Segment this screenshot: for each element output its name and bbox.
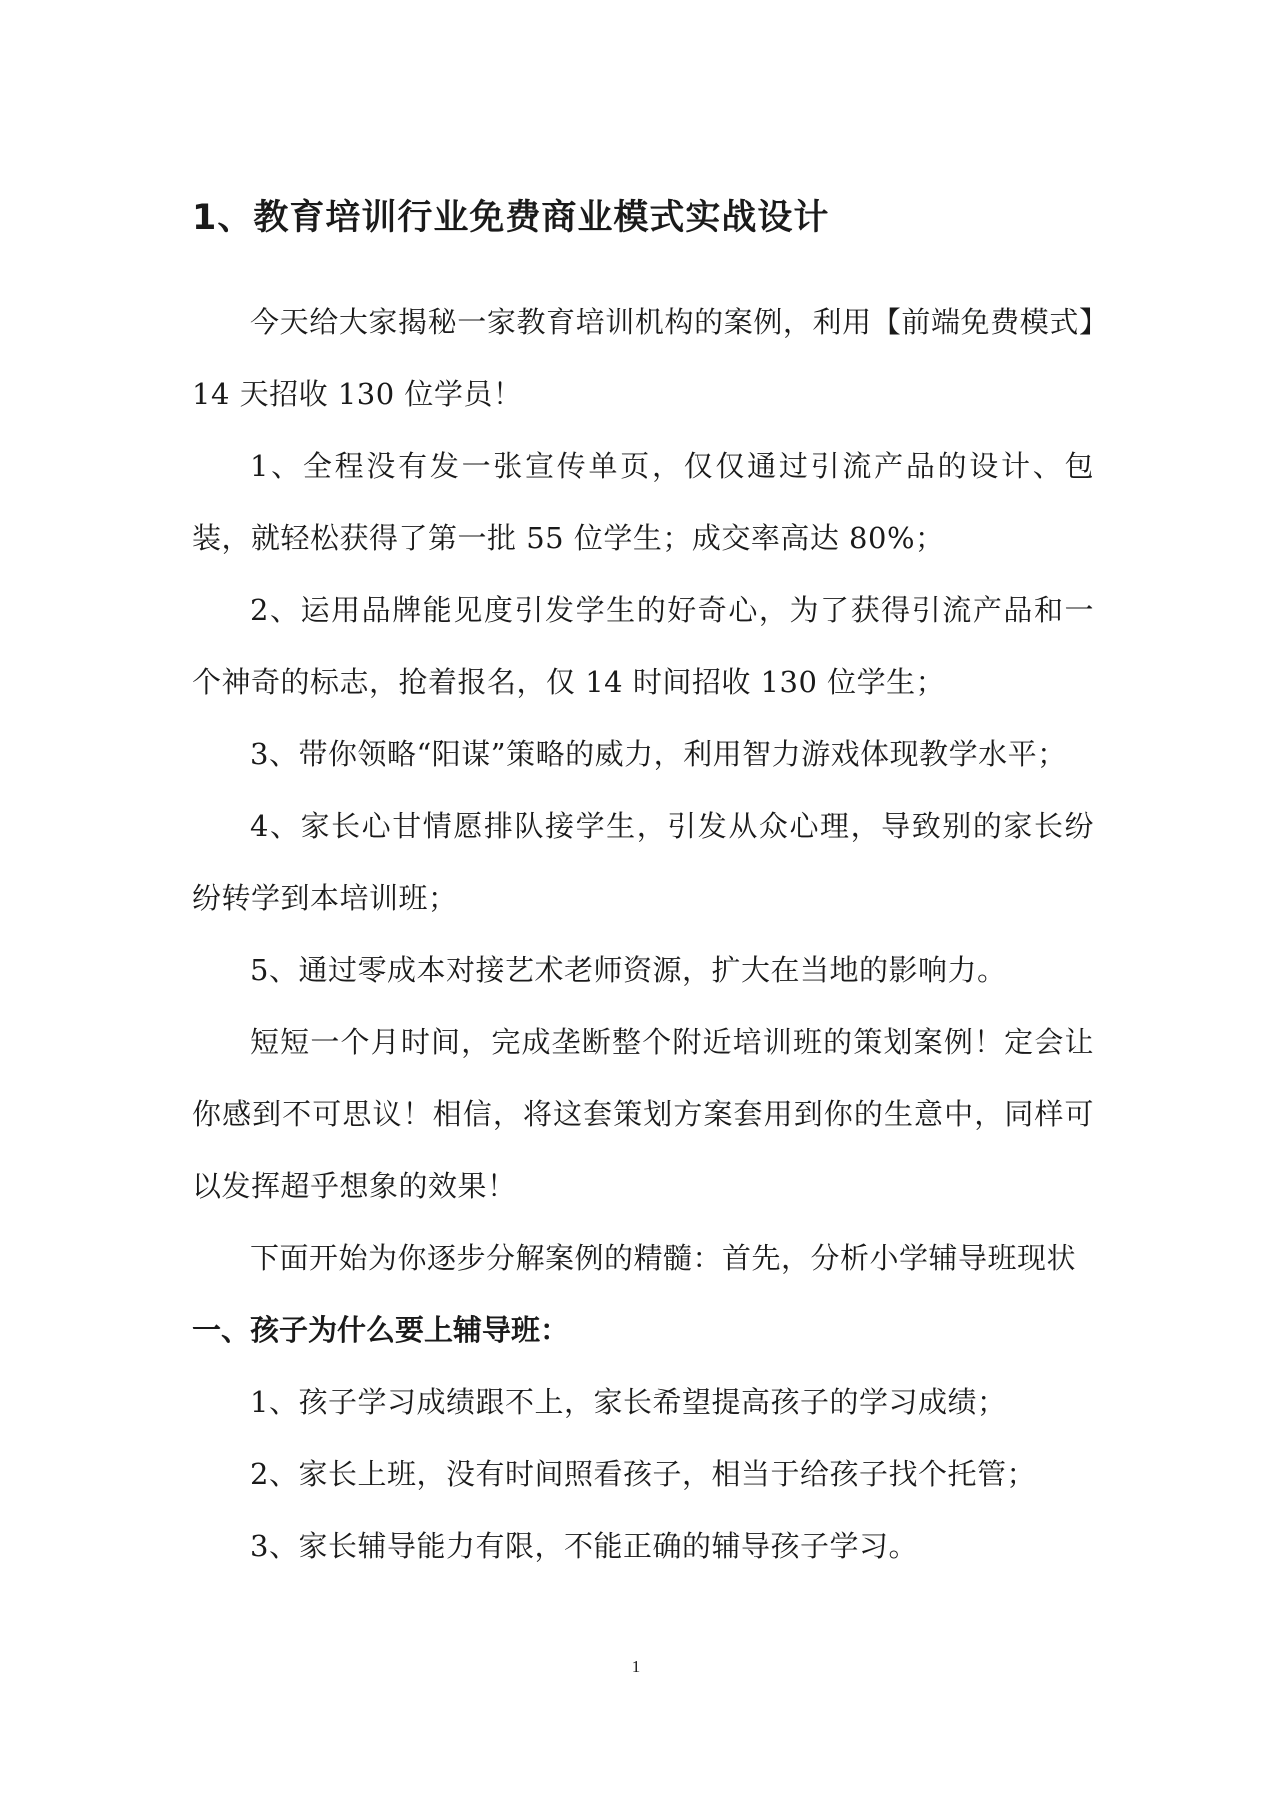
page-number: 1 (631, 1657, 641, 1676)
paragraph-point-4: 4、家长心甘情愿排队接学生，引发从众心理，导致别的家长纷纷转学到本培训班； (192, 809, 1094, 915)
section-item-2: 2、家长上班，没有时间照看孩子，相当于给孩子找个托管； (250, 1457, 1036, 1491)
section-item-3: 3、家长辅导能力有限，不能正确的辅导孩子学习。 (250, 1529, 918, 1563)
document-title: 1、教育培训行业免费商业模式实战设计 (192, 198, 830, 238)
paragraph-point-3: 3、带你领略“阳谋”策略的威力，利用智力游戏体现教学水平； (250, 737, 1067, 771)
paragraph-point-1: 1、全程没有发一张宣传单页，仅仅通过引流产品的设计、包装，就轻松获得了第一批 55 位学生；成交率高达 80%； (192, 449, 1094, 555)
section-item-1: 1、孩子学习成绩跟不上，家长希望提高孩子的学习成绩； (250, 1385, 1007, 1419)
paragraph-transition: 下面开始为你逐步分解案例的精髓：首先，分析小学辅导班现状 (250, 1241, 1077, 1275)
paragraph-intro: 今天给大家揭秘一家教育培训机构的案例，利用【前端免费模式】14 天招收 130 位学员！ (192, 305, 1094, 411)
section-heading: 一、孩子为什么要上辅导班： (192, 1313, 570, 1347)
paragraph-point-2: 2、运用品牌能见度引发学生的好奇心，为了获得引流产品和一个神奇的标志，抢着报名，仅 14 时间招收 130 位学生； (192, 593, 1094, 699)
document-body (192, 286, 1094, 1582)
paragraph-summary: 短短一个月时间，完成垄断整个附近培训班的策划案例！定会让你感到不可思议！相信，将这套策划方案套用到你的生意中，同样可以发挥超乎想象的效果！ (192, 1025, 1094, 1203)
paragraph-point-5: 5、通过零成本对接艺术老师资源，扩大在当地的影响力。 (250, 953, 1007, 987)
